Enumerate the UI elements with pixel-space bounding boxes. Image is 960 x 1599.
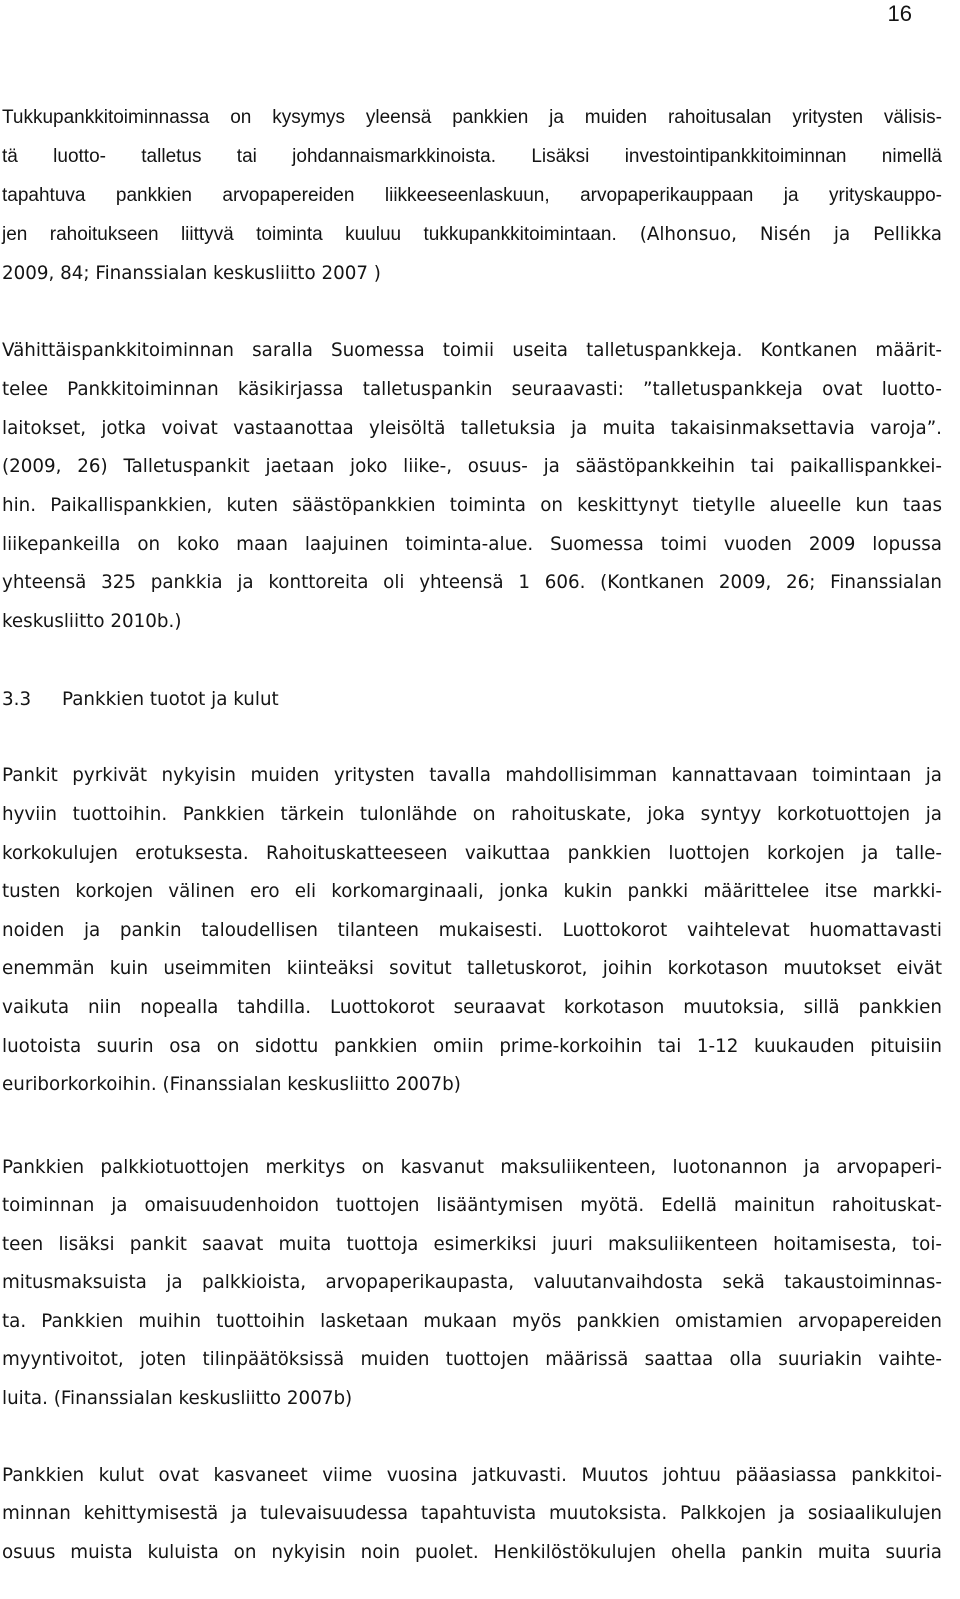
paragraph-3-line-4: tusten korkojen välinen ero eli korkomarginaali, jonka kukin pankki määrittelee itse markki-	[2, 881, 942, 902]
paragraph-1-line-5: 2009, 84; Finanssialan keskusliitto 2007 )	[2, 263, 381, 284]
paragraph-1-line-4-arial: jen rahoitukseen liittyvä toiminta kuuluu tukkupankkitoimintaan.	[2, 224, 617, 245]
paragraph-3-line-1: Pankit pyrkivät nykyisin muiden yritysten tavalla mahdollisimman kannattavaan toimintaan ja	[2, 765, 942, 786]
paragraph-4-line-3: teen lisäksi pankit saavat muita tuottoja esimerkiksi juuri maksuliikenteen hoitamisesta, toi-	[2, 1234, 942, 1255]
paragraph-3-line-9: euriborkorkoihin. (Finanssialan keskusliitto 2007b)	[2, 1074, 461, 1095]
paragraph-3-line-2: hyviin tuottoihin. Pankkien tärkein tulonlähde on rahoituskate, joka syntyy korkotuottojen ja	[2, 804, 942, 825]
paragraph-1-line-4	[2, 223, 942, 247]
paragraph-1-line-4-citation: (Alhonsuo, Nisén ja Pellikka	[616, 224, 943, 245]
section-title: Pankkien tuotot ja kulut	[62, 689, 279, 710]
paragraph-2-line-7: yhteensä 325 pankkia ja konttoreita oli yhteensä 1 606. (Kontkanen 2009, 26; Finanssialan	[2, 572, 942, 593]
paragraph-5-line-1: Pankkien kulut ovat kasvaneet viime vuosina jatkuvasti. Muutos johtuu pääasiassa pankkitoi-	[2, 1465, 942, 1486]
paragraph-4-line-5: ta. Pankkien muihin tuottoihin lasketaan mukaan myös pankkien omistamien arvopapereiden	[2, 1311, 942, 1332]
paragraph-2-line-2: telee Pankkitoiminnan käsikirjassa talletuspankin seuraavasti: ”talletuspankkeja ovat luotto-	[2, 379, 942, 400]
paragraph-5-line-3: osuus muista kuluista on nykyisin noin puolet. Henkilöstökulujen ohella pankin muita suuria	[2, 1542, 942, 1563]
paragraph-4-line-6: myyntivoitot, joten tilinpäätöksissä muiden tuottojen määrissä saattaa olla suuriakin vaihte-	[2, 1349, 942, 1370]
paragraph-3-line-3: korkokulujen erotuksesta. Rahoituskatteeseen vaikuttaa pankkien luottojen korkojen ja talle-	[2, 843, 942, 864]
paragraph-3-line-8: luotoista suurin osa on sidottu pankkien omiin prime-korkoihin tai 1-12 kuukauden pituisiin	[2, 1036, 942, 1057]
paragraph-3-line-7: vaikuta niin nopealla tahdilla. Luottokorot seuraavat korkotason muutoksia, sillä pankkien	[2, 997, 942, 1018]
paragraph-2-line-3: laitokset, jotka voivat vastaanottaa yleisöltä talletuksia ja muita takaisinmaksettavia varoja”.	[2, 418, 942, 439]
paragraph-2-line-6: liikepankeilla on koko maan laajuinen toiminta-alue. Suomessa toimi vuoden 2009 lopussa	[2, 534, 942, 555]
paragraph-5-line-2: minnan kehittymisestä ja tulevaisuudessa tapahtuvista muutoksista. Palkkojen ja sosiaalikulujen	[2, 1503, 942, 1524]
paragraph-1-line-3: tapahtuva pankkien arvopapereiden liikkeeseenlaskuun, arvopaperikauppaan ja yrityskauppo-	[2, 185, 942, 206]
section-number: 3.3	[2, 689, 32, 710]
paragraph-3-line-5: noiden ja pankin taloudellisen tilanteen mukaisesti. Luottokorot vaihtelevat huomattavasti	[2, 920, 942, 941]
page-number: 16	[887, 1, 912, 26]
paragraph-4-line-1: Pankkien palkkiotuottojen merkitys on kasvanut maksuliikenteen, luotonannon ja arvopaperi-	[2, 1157, 942, 1178]
paragraph-4-line-7: luita. (Finanssialan keskusliitto 2007b)	[2, 1388, 353, 1409]
section-heading	[2, 688, 942, 712]
paragraph-2-line-4: (2009, 26) Talletuspankit jaetaan joko liike-, osuus- ja säästöpankkeihin tai paikallispankkei-	[2, 456, 942, 477]
paragraph-2-line-1: Vähittäispankkitoiminnan saralla Suomessa toimii useita talletuspankkeja. Kontkanen määrit-	[2, 340, 942, 361]
paragraph-2-line-5: hin. Paikallispankkien, kuten säästöpankkien toiminta on keskittynyt tietylle alueelle kun taas	[2, 495, 942, 516]
paragraph-3-line-6: enemmän kuin useimmiten kiinteäksi sovitut talletuskorot, joihin korkotason muutokset eivät	[2, 958, 942, 979]
paragraph-1-line-2: tä luotto- talletus tai johdannaismarkkinoista. Lisäksi investointipankkitoiminnan nimellä	[2, 146, 942, 167]
paragraph-2-line-8: keskusliitto 2010b.)	[2, 611, 182, 632]
paragraph-1-line-1: Tukkupankkitoiminnassa on kysymys yleensä pankkien ja muiden rahoitusalan yritysten välisis-	[2, 107, 942, 128]
paragraph-4-line-2: toiminnan ja omaisuudenhoidon tuottojen lisääntymisen myötä. Edellä mainitun rahoituskat-	[2, 1195, 942, 1216]
paragraph-4-line-4: mitusmaksuista ja palkkioista, arvopaperikaupasta, valuutanvaihdosta sekä takaustoiminnas-	[2, 1272, 942, 1293]
